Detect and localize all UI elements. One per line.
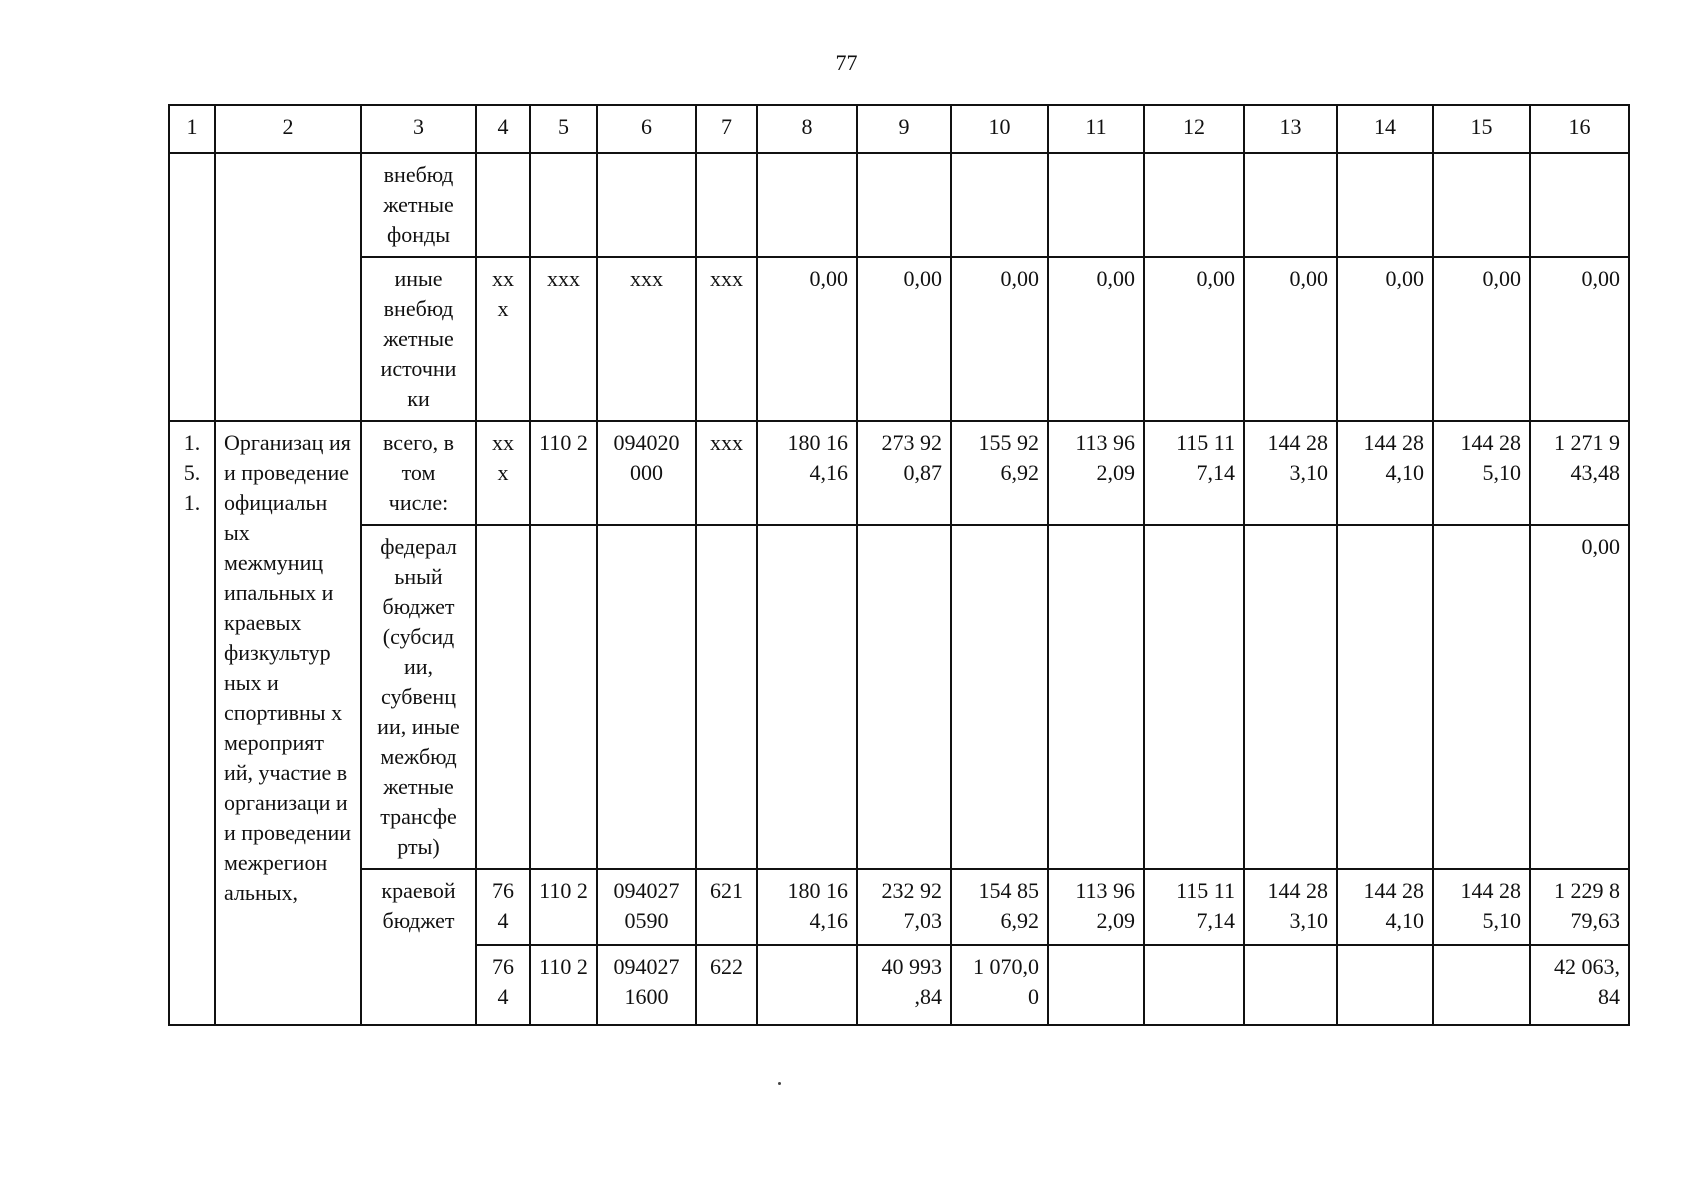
- value-cell: 144 28 4,10: [1337, 421, 1433, 525]
- expense-code-cell: 621: [696, 869, 757, 945]
- scan-speck: [778, 1082, 781, 1085]
- value-cell: [1048, 945, 1144, 1025]
- table-row: [169, 869, 1629, 945]
- header-cell: 9: [857, 105, 951, 153]
- value-cell: 0,00: [1337, 257, 1433, 421]
- empty-cell: [215, 153, 361, 421]
- value-cell: 144 28 3,10: [1244, 421, 1337, 525]
- value-cell: 42 063, 84: [1530, 945, 1629, 1025]
- value-cell: 115 11 7,14: [1144, 869, 1244, 945]
- empty-cell: [951, 153, 1048, 257]
- empty-cell: [1144, 153, 1244, 257]
- target-code-cell: 094027 0590: [597, 869, 696, 945]
- source-cell: иные внебюд жетные источни ки: [361, 257, 476, 421]
- header-cell: 3: [361, 105, 476, 153]
- value-cell: 0,00: [1530, 257, 1629, 421]
- value-cell: 0,00: [757, 257, 857, 421]
- value-cell: [1144, 945, 1244, 1025]
- expense-code-cell: ххх: [696, 257, 757, 421]
- table-row: [169, 153, 1629, 257]
- item-name-cell: Организац ия и проведение официальн ых межмуниц ипальных и краевых физкультур ных и спортивны х мероприят ий, участие в организаци и и проведении межрегион альных,: [215, 421, 361, 1025]
- header-cell: 8: [757, 105, 857, 153]
- value-cell: 1 070,0 0: [951, 945, 1048, 1025]
- section-code-cell: ххх: [530, 257, 597, 421]
- table-row: [169, 421, 1629, 525]
- header-cell: 6: [597, 105, 696, 153]
- value-cell: 0,00: [1244, 257, 1337, 421]
- header-cell: 16: [1530, 105, 1629, 153]
- target-code-cell: 094027 1600: [597, 945, 696, 1025]
- target-code-cell: ххх: [597, 257, 696, 421]
- admin-code-cell: 76 4: [476, 945, 530, 1025]
- budget-table: [168, 104, 1630, 1026]
- empty-cell: [951, 525, 1048, 869]
- empty-cell: [757, 153, 857, 257]
- value-cell: 113 96 2,09: [1048, 869, 1144, 945]
- empty-cell: [1530, 153, 1629, 257]
- source-cell: всего, в том числе:: [361, 421, 476, 525]
- value-cell: 0,00: [1433, 257, 1530, 421]
- header-cell: 14: [1337, 105, 1433, 153]
- empty-cell: [1244, 525, 1337, 869]
- header-cell: 5: [530, 105, 597, 153]
- value-cell: 144 28 5,10: [1433, 869, 1530, 945]
- value-cell: 144 28 4,10: [1337, 869, 1433, 945]
- section-code-cell: 110 2: [530, 869, 597, 945]
- value-cell: [1244, 945, 1337, 1025]
- section-code-cell: 110 2: [530, 945, 597, 1025]
- value-cell: 155 92 6,92: [951, 421, 1048, 525]
- value-cell: 144 28 3,10: [1244, 869, 1337, 945]
- header-cell: 2: [215, 105, 361, 153]
- header-cell: 15: [1433, 105, 1530, 153]
- value-cell: 180 16 4,16: [757, 869, 857, 945]
- value-cell: 0,00: [1144, 257, 1244, 421]
- value-cell: 154 85 6,92: [951, 869, 1048, 945]
- empty-cell: [1244, 153, 1337, 257]
- table-row: [169, 525, 1629, 869]
- value-cell: [1433, 945, 1530, 1025]
- empty-cell: [476, 525, 530, 869]
- empty-cell: [857, 153, 951, 257]
- value-cell: 232 92 7,03: [857, 869, 951, 945]
- empty-cell: [597, 525, 696, 869]
- empty-cell: [169, 153, 215, 421]
- empty-cell: [757, 525, 857, 869]
- header-cell: 11: [1048, 105, 1144, 153]
- header-cell: 12: [1144, 105, 1244, 153]
- empty-cell: [597, 153, 696, 257]
- header-cell: 10: [951, 105, 1048, 153]
- value-cell: 0,00: [857, 257, 951, 421]
- header-cell: 7: [696, 105, 757, 153]
- expense-code-cell: ххх: [696, 421, 757, 525]
- page-number: 77: [835, 50, 858, 75]
- value-cell: [757, 945, 857, 1025]
- source-cell: краевой бюджет: [361, 869, 476, 1025]
- value-cell: 0,00: [1530, 525, 1629, 869]
- empty-cell: [1433, 525, 1530, 869]
- value-cell: 273 92 0,87: [857, 421, 951, 525]
- empty-cell: [696, 525, 757, 869]
- source-cell: внебюд жетные фонды: [361, 153, 476, 257]
- empty-cell: [1433, 153, 1530, 257]
- admin-code-cell: хх х: [476, 257, 530, 421]
- value-cell: 113 96 2,09: [1048, 421, 1144, 525]
- value-cell: 115 11 7,14: [1144, 421, 1244, 525]
- expense-code-cell: 622: [696, 945, 757, 1025]
- empty-cell: [1337, 525, 1433, 869]
- admin-code-cell: хх х: [476, 421, 530, 525]
- empty-cell: [1048, 153, 1144, 257]
- empty-cell: [1048, 525, 1144, 869]
- value-cell: 0,00: [951, 257, 1048, 421]
- section-code-cell: 110 2: [530, 421, 597, 525]
- empty-cell: [530, 153, 597, 257]
- empty-cell: [1144, 525, 1244, 869]
- empty-cell: [530, 525, 597, 869]
- header-row: [169, 105, 1629, 153]
- value-cell: 1 229 8 79,63: [1530, 869, 1629, 945]
- admin-code-cell: 76 4: [476, 869, 530, 945]
- value-cell: [1337, 945, 1433, 1025]
- empty-cell: [857, 525, 951, 869]
- empty-cell: [476, 153, 530, 257]
- header-cell: 13: [1244, 105, 1337, 153]
- item-number-cell: 1. 5. 1.: [169, 421, 215, 1025]
- value-cell: 144 28 5,10: [1433, 421, 1530, 525]
- value-cell: 0,00: [1048, 257, 1144, 421]
- value-cell: 40 993 ,84: [857, 945, 951, 1025]
- header-cell: 4: [476, 105, 530, 153]
- empty-cell: [696, 153, 757, 257]
- value-cell: 1 271 9 43,48: [1530, 421, 1629, 525]
- target-code-cell: 094020 000: [597, 421, 696, 525]
- header-cell: 1: [169, 105, 215, 153]
- value-cell: 180 16 4,16: [757, 421, 857, 525]
- empty-cell: [1337, 153, 1433, 257]
- source-cell: федерал ьный бюджет (субсид ии, субвенц ии, иные межбюд жетные трансфе рты): [361, 525, 476, 869]
- table-row: [169, 257, 1629, 421]
